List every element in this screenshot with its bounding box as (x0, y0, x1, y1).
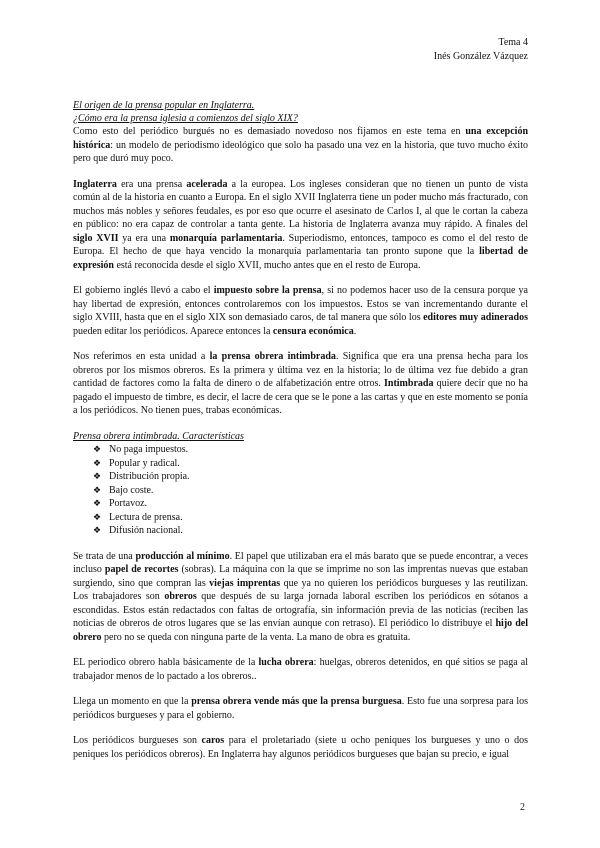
bold-term: siglo XVII (73, 232, 119, 244)
diamond-bullet-icon: ❖ (93, 484, 102, 495)
list-item: ❖ Portavoz. (93, 498, 148, 509)
bold-term: impuesto sobre la prensa (213, 285, 322, 296)
bold-term: lucha obrera (258, 657, 314, 668)
characteristics-list (73, 443, 528, 538)
bold-term: monarquía parlamentaria (169, 232, 283, 244)
section-title: El origen de la prensa popular en Inglaterra. (73, 100, 255, 111)
diamond-bullet-icon: ❖ (93, 525, 102, 535)
bold-term: caros (201, 735, 225, 746)
paragraph: Se trata de una producción al mínimo. El papel que utilizaban era el más barato que se puede encontrar, a veces incluso papel de recortes (sobras). La máquina con la que se imprime no son las imprentas nuevas que estaban surgiendo, sino que compran las viejas imprentas que ya no quieren los periódicos burgueses y las reutilizan. Los trabajadores son obreros que después de su larga jornada laboral escriben los periódicos en sótanos a escondidas. Estos están redactados con faltas de ortografía, sin información previa de las noticias (reciben las noticias de obreros de otros lugares que se las envían aunque con retraso). El periódico lo distribuye el hijo del obrero pero no se queda con ninguna parte de la venta. La mano de obra es gratuita. (73, 550, 529, 643)
section-question: ¿Cómo era la prensa iglesia a comienzos del siglo XIX? (73, 112, 298, 124)
paragraph: Como esto del periódico burgués no es demasiado novedoso nos fijamos en este tema en una excepción histórica: un modelo de periodismo ideológico que solo ha pasado una vez en la historia, que tuvo mucho éxito pero que duró muy poco. (73, 126, 528, 164)
paragraph: EL periodico obrero habla básicamente de la lucha obrera: huelgas, obreros detenidos, en qué sitios se paga al trabajador menos de lo pactado a los obreros.. (73, 657, 528, 682)
diamond-bullet-icon: ❖ (93, 471, 102, 481)
page-number: 2 (520, 802, 525, 813)
paragraph: Los periódicos burgueses son caros para el proletariado (siete u ocho peniques los burgueses y uno o dos peniques los periódicos obreros). En Inglaterra hay algunos periódicos burgueses que bajan su precio, e igual (73, 735, 528, 760)
paragraph: Nos referimos en esta unidad a la prensa obrera intimbrada. Significa que era una prensa hecha para los obreros por los mismos obreros. Es la primera y última vez en la historia; lo de última vez fue debido a gran cantidad de factores como la falta de dinero o de alfabetización entre otros. Intimbrada quiere decir que no ha pagado el impuesto de timbre, es decir, el lacre de cera que se le pone a las cartas y que en este momento se ponía a los periódicos. No tienen pues, trabas económicas. (73, 351, 528, 416)
paragraph: El gobierno inglés llevó a cabo el impuesto sobre la prensa, si no podemos hacer uso de la censura porque ya hay libertad de expresión, entonces controlaremos con los impuestos. Estos se van incrementando durante el siglo XVIII, hasta que en el siglo XIX son demasiado caros, de tal manera que sólo los editores muy adinerados pueden editar los periódicos. Aparece entonces la censura económica. (73, 285, 528, 337)
paragraph: Llega un momento en que la prensa obrera vende más que la prensa burguesa. Esto fue una sorpresa para los periódicos burgueses y para el gobierno. (73, 696, 529, 721)
bold-term: editores muy adinerados (423, 312, 528, 323)
bold-term: acelerada (186, 178, 228, 190)
bold-term: Inglaterra (73, 178, 117, 190)
bold-term: producción al mínimo (135, 550, 230, 562)
bold-term: libertad de expresión (73, 246, 528, 271)
page-header (434, 36, 528, 64)
bold-term: viejas imprentas (209, 577, 281, 589)
header-topic: Tema 4 (498, 37, 528, 48)
list-item: ❖ Difusión nacional. (93, 525, 183, 536)
diamond-bullet-icon: ❖ (93, 511, 102, 522)
document-body (73, 100, 528, 773)
paragraph: Inglaterra era una prensa acelerada a la europea. Los ingleses consideran que no tienen un punto de vista común al de la historia en cuanto a Europa. En el siglo XVII Inglaterra tiene un poder mucho más fracturado, con muchos más nobles y señores feudales, es por eso que ocurre el asesinato de Carlos I, al que le cortan la cabeza en público: no era capaz de controlar a tanta gente. La historia de Inglaterra avanza muy rápido. A finales del siglo XVII ya era una monarquía parlamentaria. Superiodismo, entonces, tampoco es como el del resto de Europa. El hecho de que haya vencido la monarquía parlamentaria tan pronto supone que la libertad de expresión está reconocida desde el siglo XVII, mucho antes que en el resto de Europa. (73, 178, 529, 271)
list-item: ❖ Bajo coste. (93, 484, 154, 496)
bold-term: papel de recortes (104, 564, 179, 575)
bold-term: censura económica (272, 325, 354, 337)
diamond-bullet-icon: ❖ (93, 444, 102, 454)
bold-term: la prensa obrera intimbrada (209, 351, 336, 362)
diamond-bullet-icon: ❖ (93, 498, 102, 508)
list-item: ❖ Distribución propia. (93, 471, 190, 482)
section-heading (73, 100, 528, 125)
list-item: ❖ No paga impuestos. (93, 444, 189, 455)
bold-term: obreros (164, 591, 197, 602)
characteristics-title: Prensa obrera intimbrada. Características (73, 430, 244, 442)
bold-term: una excepción histórica (73, 126, 528, 151)
bold-term: prensa obrera vende más que la prensa burguesa (191, 696, 402, 707)
header-author: Inés González Vázquez (433, 51, 528, 62)
list-item: ❖ Lectura de prensa. (93, 511, 183, 523)
list-item: ❖ Popular y radical. (93, 457, 180, 469)
diamond-bullet-icon: ❖ (93, 457, 102, 468)
bold-term: Intimbrada (383, 378, 434, 389)
bold-term: hijo del obrero (73, 618, 528, 643)
